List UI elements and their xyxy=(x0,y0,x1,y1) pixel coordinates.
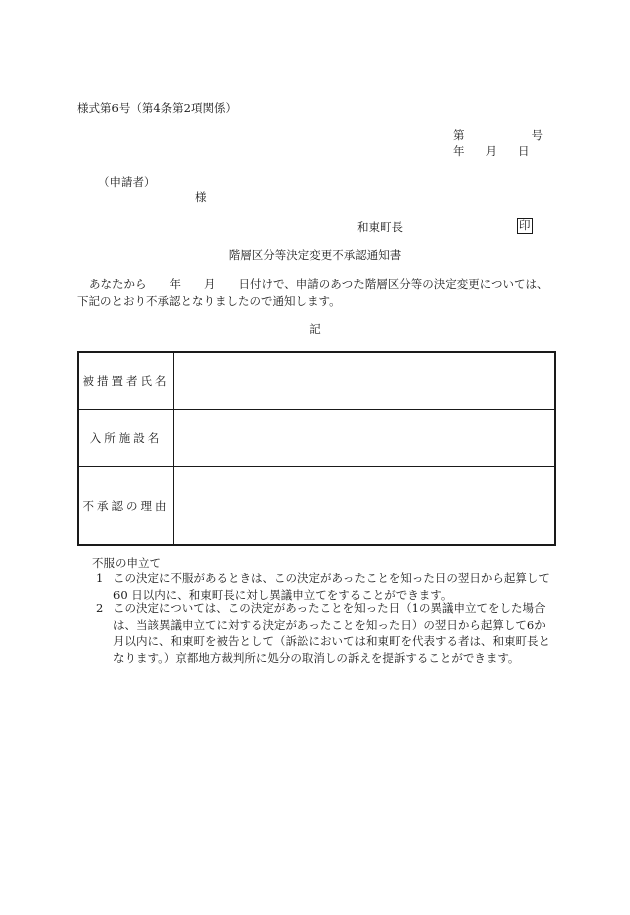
table-value-reason xyxy=(174,467,554,544)
notice-body xyxy=(77,276,557,309)
table-label-facility-name: 入所施設名 xyxy=(79,410,174,466)
document-title: 階層区分等決定変更不承認通知書 xyxy=(228,248,402,262)
document-number-suffix: 号 xyxy=(531,128,543,142)
honorific: 様 xyxy=(195,190,207,204)
seal-mark: 印 xyxy=(519,218,531,232)
issue-date xyxy=(453,144,530,159)
table-value-person-name xyxy=(174,353,554,409)
notice-body-text: あなたから 年 月 日付けで、申請のあつた階層区分等の決定変更については、下記のとおり不承認となりましたので通知します。 xyxy=(77,277,549,308)
objection-title: 不服の申立て xyxy=(92,556,161,570)
issuer-name: 和東町長 xyxy=(357,220,403,234)
objection-item-number: 2 xyxy=(96,601,104,615)
date-day: 日 xyxy=(518,144,530,158)
applicant-label: （申請者） xyxy=(98,175,156,189)
form-number: 様式第6号（第4条第2項関係） xyxy=(77,101,237,115)
objection-item xyxy=(96,600,555,667)
table-row xyxy=(79,467,554,544)
objection-item xyxy=(96,570,555,603)
table-row xyxy=(79,410,554,467)
record-table xyxy=(77,351,556,546)
date-month: 月 xyxy=(485,144,497,158)
table-value-facility-name xyxy=(174,410,554,466)
date-year: 年 xyxy=(453,144,465,158)
table-label-person-name: 被措置者氏名 xyxy=(79,353,174,409)
objection-item-text: この決定に不服があるときは、この決定があったことを知った日の翌日から起算して 60 日以内に、和東町長に対し異議申立てをすることができます。 xyxy=(113,571,550,602)
ki-heading: 記 xyxy=(309,322,321,336)
document-number-prefix: 第 xyxy=(453,128,465,142)
table-label-reason: 不承認の理由 xyxy=(79,467,174,544)
table-row xyxy=(79,353,554,410)
objection-item-text: この決定については、この決定があったことを知った日（1の異議申立てをした場合は、当該異議申立てに対する決定があったことを知った日）の翌日から起算して6か月以内に、和東町を被告として（訴訟においては和東町を代表する者は、和東町長となります。）京都地方裁判所に処分の取消しの訴えを提訴することができます。 xyxy=(113,601,550,666)
objection-item-number: 1 xyxy=(96,571,104,585)
document-number xyxy=(453,128,543,143)
